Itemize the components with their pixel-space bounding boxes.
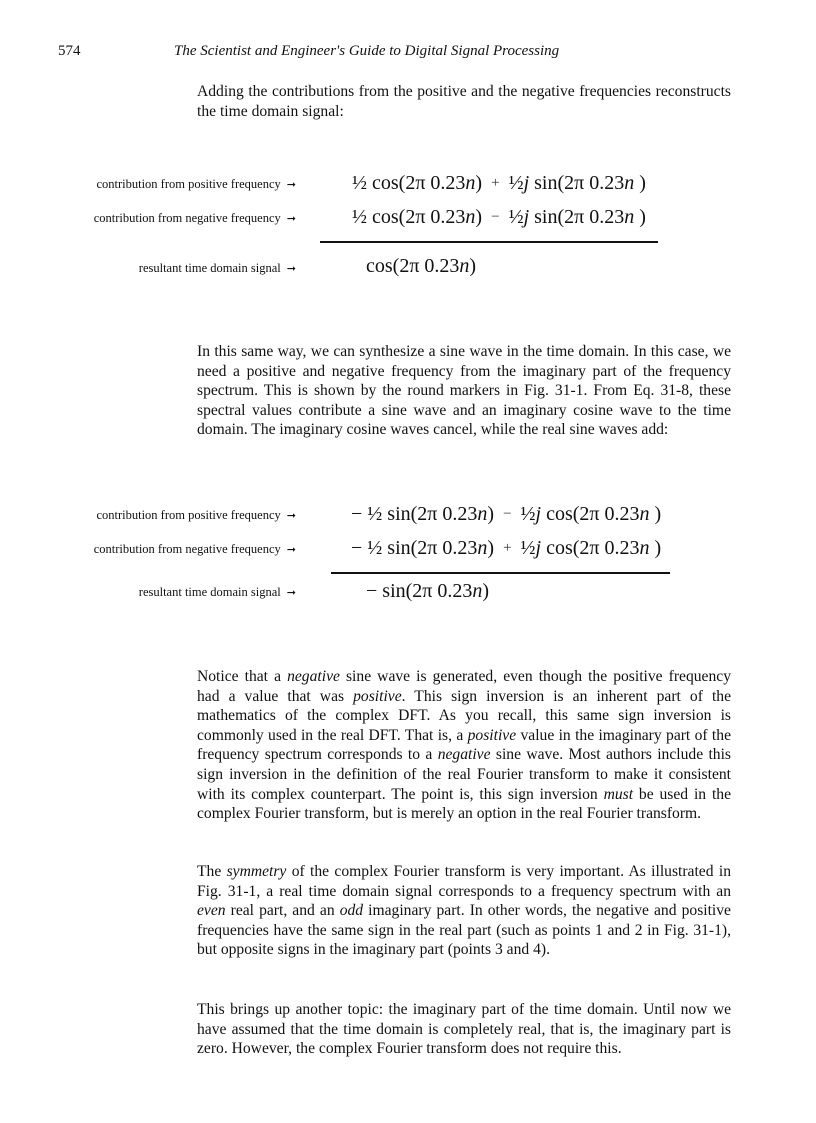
label-negative-frequency: contribution from negative frequency ➞ [93,211,296,225]
paragraph-symmetry: The symmetry of the complex Fourier transform is very important. As illustrated in Fig. 31-1, a real time domain signal corresponds to a frequency spectrum with an even real part, and an odd imaginary part. In other words, the negative and positive frequencies have the same sign in the real part (such as points 1 and 2 in Fig. 31-1), but opposite signs in the imaginary part (points 3 and 4). [197,863,731,959]
right-arrow-icon: ➞ [286,179,296,191]
paragraph-sign-inversion: Notice that a negative sine wave is generated, even though the positive frequency had a value that was positive. This sign inversion is an inherent part of the mathematics of the complex DFT. As you recall, this same sign inversion is commonly used in the real DFT. That is, a positive value in the imaginary part of the frequency spectrum corresponds to a negative sine wave. Most authors include this sign inversion in the definition of the real Fourier transform to make it consistent with its complex counterpart. The point is, this sign inversion must be used in the complex Fourier transform, but is merely an option in the real Fourier transform. [197,668,731,823]
paragraph-intro: Adding the contributions from the positive and the negative frequencies reconstructs the time domain signal: [197,83,731,120]
running-title: The Scientist and Engineer's Guide to Digital Signal Processing [174,43,560,59]
equation-row: ½ cos(2π 0.23n) + ½j sin(2π 0.23n ) [352,172,646,194]
right-arrow-icon: ➞ [286,510,296,522]
right-arrow-icon: ➞ [286,213,296,225]
label-positive-frequency: contribution from positive frequency ➞ [96,508,296,522]
sum-rule-line [331,572,670,574]
right-arrow-icon: ➞ [286,587,296,599]
equation-row: − ½ sin(2π 0.23n) + ½j cos(2π 0.23n ) [351,537,662,559]
label-resultant-signal: resultant time domain signal ➞ [138,261,296,275]
paragraph-sine-synthesis: In this same way, we can synthesize a sine wave in the time domain. In this case, we need a positive and negative frequency from the imaginary part of the frequency spectrum. This is shown by the round markers in Fig. 31-1. From Eq. 31-8, these spectral values contribute a sine wave and an imaginary cosine wave to the time domain. The imaginary cosine waves cancel, while the real sine waves add: [197,343,731,439]
page-number: 574 [58,43,81,59]
label-positive-frequency: contribution from positive frequency ➞ [96,177,296,191]
right-arrow-icon: ➞ [286,544,296,556]
equation-row: ½ cos(2π 0.23n) − ½j sin(2π 0.23n ) [352,206,646,228]
sum-rule-line [320,241,658,243]
label-negative-frequency: contribution from negative frequency ➞ [93,542,296,556]
equation-row: − ½ sin(2π 0.23n) − ½j cos(2π 0.23n ) [351,503,662,525]
label-resultant-signal: resultant time domain signal ➞ [138,585,296,599]
equation-result: cos(2π 0.23n) [366,255,477,277]
right-arrow-icon: ➞ [286,263,296,275]
paragraph-imaginary-time-domain: This brings up another topic: the imaginary part of the time domain. Until now we have assumed that the time domain is completely real, that is, the imaginary part is zero. However, the complex Fourier transform does not require this. [197,1001,731,1058]
equation-result: − sin(2π 0.23n) [366,580,490,602]
